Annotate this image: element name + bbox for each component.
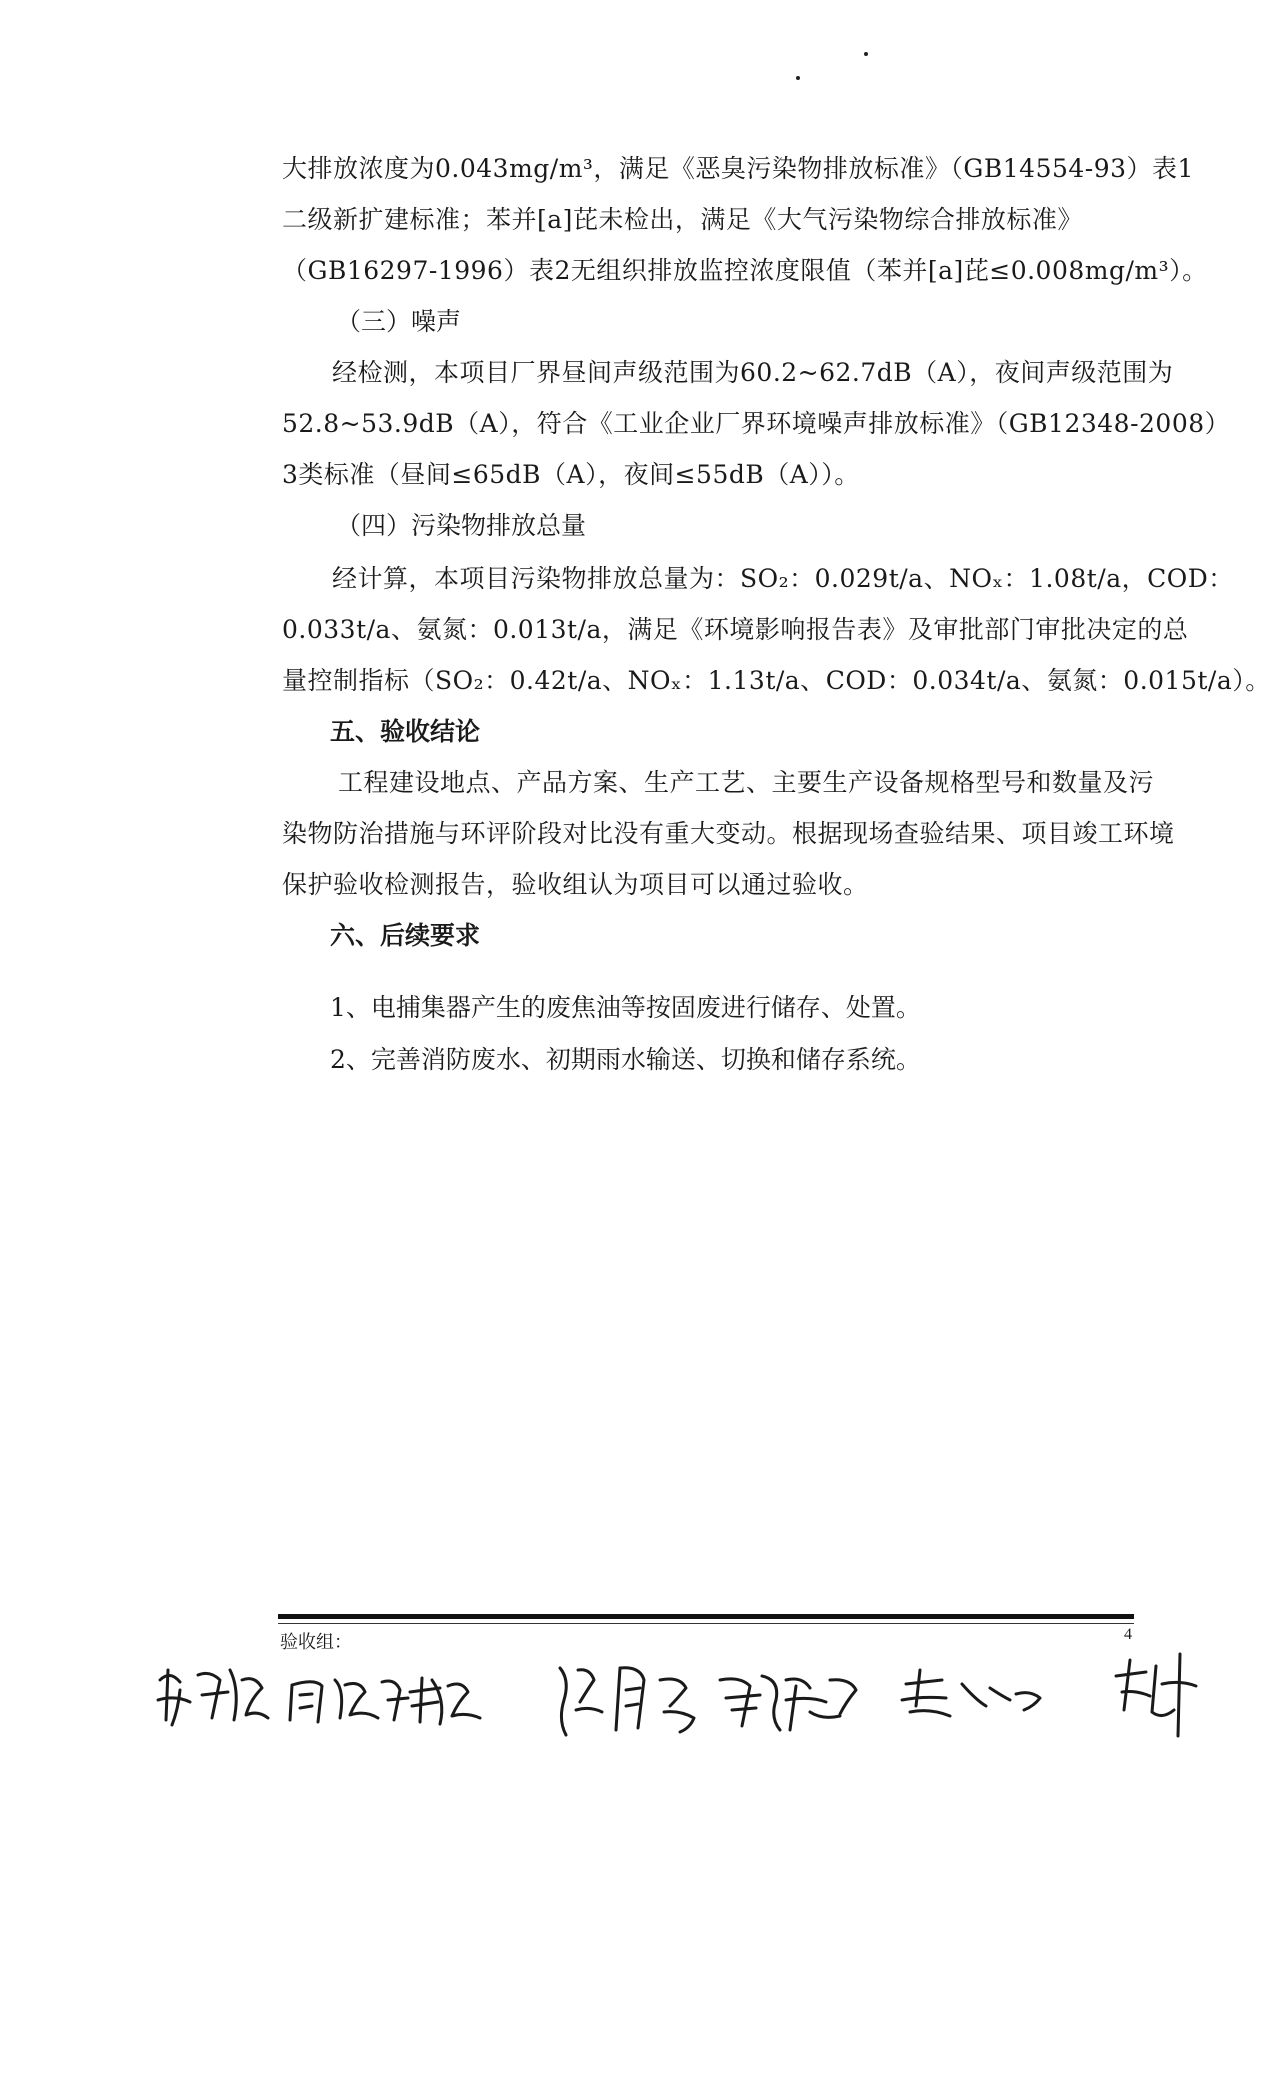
heading-conclusion: 五、验收结论 bbox=[330, 717, 481, 746]
paragraph-noise bbox=[282, 347, 1231, 500]
text-line: 0.033t/a、氨氮：0.013t/a，满足《环境影响报告表》及审批部门审批决定的总 bbox=[282, 615, 1189, 644]
text-line: （GB16297-1996）表2无组织排放监控浓度限值（苯并[a]芘≤0.008mg/m³）。 bbox=[282, 256, 1208, 285]
heading-followup: 六、后续要求 bbox=[330, 921, 481, 950]
heading-emission-total: （四）污染物排放总量 bbox=[336, 511, 587, 540]
footer-rule bbox=[278, 1614, 1134, 1619]
handwritten-signatures bbox=[150, 1640, 1230, 1750]
text-line: 保护验收检测报告，验收组认为项目可以通过验收。 bbox=[282, 870, 869, 899]
text-line: 经计算，本项目污染物排放总量为：SO₂：0.029t/a、NOₓ：1.08t/a，COD： bbox=[332, 564, 1234, 593]
heading-noise: （三）噪声 bbox=[336, 307, 462, 336]
acceptance-group-label: 验收组： bbox=[280, 1632, 352, 1652]
text-line: 52.8~53.9dB（A），符合《工业企业厂界环境噪声排放标准》（GB12348-2008） bbox=[282, 409, 1231, 438]
text-line: 工程建设地点、产品方案、生产工艺、主要生产设备规格型号和数量及污 bbox=[338, 768, 1155, 797]
scan-speck bbox=[796, 76, 800, 80]
text-line: 3类标准（昼间≤65dB（A），夜间≤55dB（A））。 bbox=[282, 460, 860, 489]
text-line: 二级新扩建标准；苯并[a]芘未检出，满足《大气污染物综合排放标准》 bbox=[282, 205, 1083, 234]
paragraph-conclusion bbox=[282, 757, 1175, 910]
text-line: 染物防治措施与环评阶段对比没有重大变动。根据现场查验结果、项目竣工环境 bbox=[282, 819, 1175, 848]
page-number: 4 bbox=[1124, 1626, 1132, 1643]
text-line: 经检测，本项目厂界昼间声级范围为60.2~62.7dB（A），夜间声级范围为 bbox=[332, 358, 1174, 387]
footer-rule-thin bbox=[278, 1623, 1134, 1624]
paragraph-odor-standard bbox=[282, 143, 1208, 296]
scan-speck bbox=[864, 52, 868, 56]
text-line: 量控制指标（SO₂：0.42t/a、NOₓ：1.13t/a、COD：0.034t/a、氨氮：0.015t/a）。 bbox=[282, 666, 1271, 695]
text-line: 大排放浓度为0.043mg/m³，满足《恶臭污染物排放标准》（GB14554-93）表1 bbox=[282, 154, 1194, 183]
followup-item: 2、完善消防废水、初期雨水输送、切换和储存系统。 bbox=[330, 1045, 921, 1074]
followup-item: 1、电捕集器产生的废焦油等按固废进行储存、处置。 bbox=[330, 993, 921, 1022]
paragraph-emission-total bbox=[282, 553, 1271, 706]
